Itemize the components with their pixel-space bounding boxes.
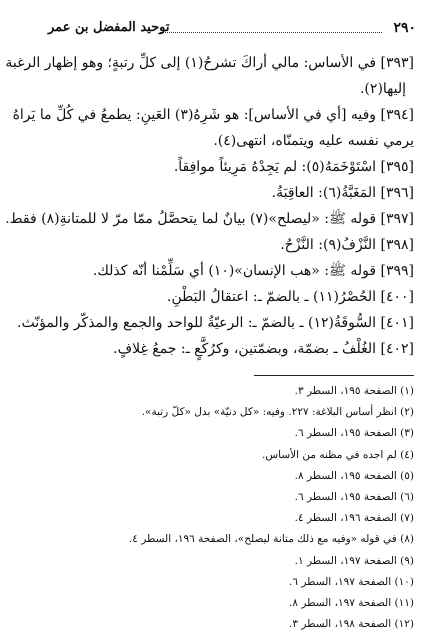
- text-line: يرمي نفسه عليه ويتمنّاه، انتهى(٤).: [213, 133, 414, 149]
- text-line: [٣٩٦] المَغَبَّةُ(٦): العاقِبَةُ.: [271, 185, 414, 201]
- header-leader-dots: [160, 32, 382, 33]
- footnote-separator: [254, 375, 414, 376]
- footnote: (٢) انظر أساس البلاغة: ٢٢٧. وفيه: «كل دنيّة» بدل «كلّ رتبة».: [141, 406, 414, 419]
- main-text: [5, 50, 414, 362]
- text-line: [٣٩٩] قوله ﷺ: «هب الإنسان»(١٠) أي سَلِّمْنا أنّه كذلك.: [92, 263, 414, 279]
- book-title: توحيد المفضل بن عمر: [48, 20, 170, 35]
- page-number: ٢٩٠: [393, 20, 416, 36]
- text-line: [٣٩٥] اسْتَوْخَمَهُ(٥): لم يَجِدْهُ مَرِيئاً موافِقاً.: [173, 159, 414, 175]
- text-line: [٤٠٠] الحُصْرُ(١١) ـ بالضمّ ـ: اعتقالُ البَطْنِ.: [167, 289, 414, 305]
- footnote: (٩) الصفحة ١٩٧، السطر ١.: [294, 554, 414, 567]
- footnote: (١١) الصفحة ١٩٧، السطر ٨.: [289, 596, 414, 609]
- text-line: إليها(٢).: [359, 81, 406, 97]
- footnote: (٣) الصفحة ١٩٥، السطر ٦.: [294, 427, 414, 440]
- footnote: (٥) الصفحة ١٩٥، السطر ٨.: [294, 469, 414, 482]
- footnote: (٧) الصفحة ١٩٦، السطر ٤.: [294, 512, 414, 525]
- text-line: [٣٩٨] النَّزْفُ(٩): النَّزْحُ.: [280, 237, 414, 253]
- footnote: (٤) لم اجده في مظنه من الأساس.: [262, 448, 414, 461]
- footnotes: [20, 381, 414, 635]
- footnote: (١٢) الصفحة ١٩٨، السطر ٣.: [289, 618, 414, 631]
- text-line: [٣٩٣] في الأساس: مالي أراكَ تشرحُ(١) إلى كلِّ رتبةٍ؛ وهو إظهار الرغبة: [5, 55, 414, 71]
- footnote: (٨) في قوله «وفيه مع ذلك متانة ليصلح»، الصفحة ١٩٦، السطر ٤.: [128, 533, 414, 546]
- text-line: [٤٠١] السُّوقَةُ(١٢) ـ بالضمّ ـ: الرعيّةُ للواحد والجمع والمذكّر والمؤنّث.: [17, 315, 414, 331]
- text-line: [٣٩٧] قوله ﷺ: «ليصلح»(٧) بيانٌ لما يتحصَّلُ ممّا مرّ لا للمتانةِ(٨) فقط.: [5, 211, 414, 227]
- running-header: [48, 20, 416, 42]
- footnote: (١) الصفحة ١٩٥، السطر ٣.: [294, 385, 414, 397]
- text-line: [٤٠٢] الغُلْفُ ـ بضمّة، وبضمّتين، وكرُكَّعٍ ـ: جمعُ غِلافٍ.: [113, 341, 414, 357]
- footnote: (١٠) الصفحة ١٩٧، السطر ٦.: [289, 575, 414, 588]
- text-line: [٣٩٤] وفيه [أي في الأساس]: هو شَرِهُ(٣) العَينِ: يطمعُ في كُلِّ ما يَراهُ: [12, 107, 414, 123]
- footnote: (٦) الصفحة ١٩٥، السطر ٦.: [294, 490, 414, 503]
